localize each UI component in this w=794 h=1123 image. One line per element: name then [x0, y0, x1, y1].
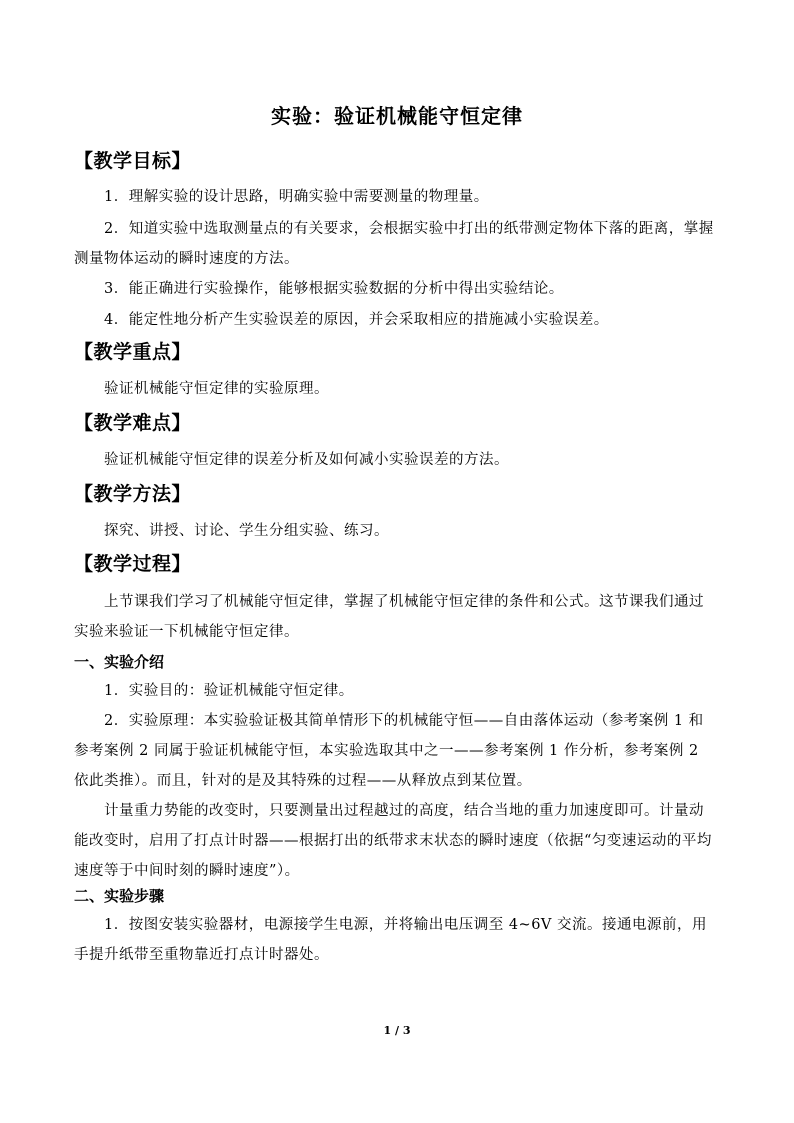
process-heading: 【教学过程】 — [74, 553, 192, 575]
part2-item-1: 1．按图安装实验器材，电源接学生电源，并将输出电压调至 4~6V 交流。接通电源前，用手提升纸带至重物靠近打点计时器处。 — [74, 917, 708, 963]
part1-item-2: 2．实验原理：本实验验证极其简单情形下的机械能守恒——自由落体运动（参考案例 1 和参考案例 2 同属于验证机械能守恒，本实验选取其中之一——参考案例 1 作分析，参考案例 2 依此类推）。而且，针对的是及其特殊的过程——从释放点到某位置。 — [74, 713, 704, 789]
difficulties-heading: 【教学难点】 — [74, 412, 192, 434]
part1-item-3: 计量重力势能的改变时，只要测量出过程越过的高度，结合当地的重力加速度即可。计量动能改变时，启用了打点计时器——根据打出的纸带求末状态的瞬时速度（依据“匀变速运动的平均速度等于中间时刻的瞬时速度”）。 — [74, 803, 712, 879]
part2-heading: 二、实验步骤 — [74, 887, 165, 905]
key-points-heading: 【教学重点】 — [74, 341, 192, 363]
objective-item-4: 4．能定性地分析产生实验误差的原因，并会采取相应的措施减小实验误差。 — [104, 312, 609, 328]
objectives-heading: 【教学目标】 — [74, 150, 192, 172]
process-intro: 上节课我们学习了机械能守恒定律，掌握了机械能守恒定律的条件和公式。这节课我们通过实验来验证一下机械能守恒定律。 — [74, 594, 704, 640]
document-title: 实验：验证机械能守恒定律 — [271, 104, 523, 128]
objective-item-3: 3．能正确进行实验操作，能够根据实验数据的分析中得出实验结论。 — [104, 281, 564, 297]
difficulties-text: 验证机械能守恒定律的误差分析及如何减小实验误差的方法。 — [104, 452, 509, 468]
key-points-text: 验证机械能守恒定律的实验原理。 — [104, 381, 329, 397]
methods-heading: 【教学方法】 — [74, 483, 192, 505]
methods-text: 探究、讲授、讨论、学生分组实验、练习。 — [104, 523, 389, 539]
page-number: 1 / 3 — [383, 1024, 411, 1037]
objective-item-2: 2．知道实验中选取测量点的有关要求，会根据实验中打出的纸带测定物体下落的距离，掌握测量物体运动的瞬时速度的方法。 — [74, 221, 714, 267]
objective-item-1: 1．理解实验的设计思路，明确实验中需要测量的物理量。 — [104, 189, 489, 205]
part1-item-1: 1．实验目的：验证机械能守恒定律。 — [104, 683, 354, 699]
part1-heading: 一、实验介绍 — [74, 653, 165, 671]
